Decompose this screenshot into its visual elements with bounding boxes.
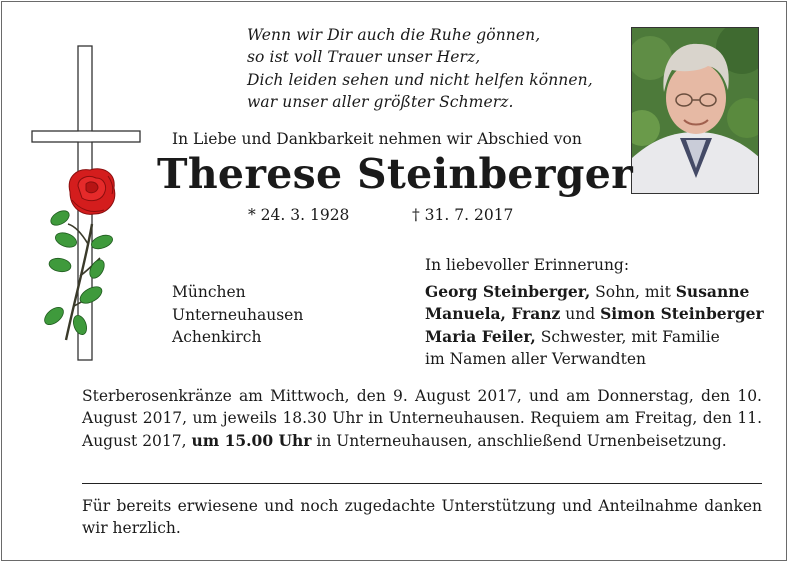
intro-text: In Liebe und Dankbarkeit nehmen wir Abschied von (172, 130, 582, 148)
places-list (172, 281, 303, 349)
poem-line: war unser aller größter Schmerz. (247, 92, 514, 111)
divider (82, 483, 762, 484)
mourner-text: und (560, 305, 601, 323)
mourner-line: im Namen aller Verwandten (425, 350, 646, 368)
thanks-text: Für bereits erwiesene und noch zugedachte Unterstützung und Anteilnahme danken wir herzlich. (82, 497, 762, 538)
mourner-name: Manuela, Franz (425, 304, 561, 323)
mourners-heading: In liebevoller Erinnerung: (425, 256, 630, 274)
mourner-line (425, 281, 764, 304)
mourner-line (425, 303, 764, 326)
funeral-text: in Unterneuhausen, anschließend Urnenbeisetzung. (311, 431, 727, 450)
poem-line: Wenn wir Dir auch die Ruhe gönnen, (247, 26, 541, 44)
mourner-text: Sohn, mit (590, 282, 676, 301)
mourner-name: Simon Steinberger (600, 304, 764, 323)
place: Achenkirch (172, 328, 262, 346)
portrait-photo (631, 27, 759, 194)
birth-date: * 24. 3. 1928 (248, 206, 350, 224)
funeral-text: Sterberosenkränze am Mittwoch, den 9. August 2017, und am Donnerstag, den 10. August 2017, um jeweils 18.30 Uhr in Unterneuhausen. Requiem am Freitag, den 11. August 2017, (82, 387, 762, 450)
poem (247, 24, 627, 113)
mourners (425, 254, 764, 371)
cross-with-rose-icon (30, 44, 150, 364)
funeral-time: um 15.00 Uhr (191, 430, 312, 450)
death-date: † 31. 7. 2017 (412, 206, 514, 224)
poem-line: Dich leiden sehen und nicht helfen können, (247, 70, 593, 89)
funeral-details (82, 385, 762, 452)
mourner-name: Susanne (675, 281, 750, 301)
place: München (172, 283, 246, 301)
deceased-name: Therese Steinberger (157, 150, 633, 198)
mourner-text: Schwester, mit Familie (535, 327, 720, 346)
mourner-name: Maria Feiler, (425, 326, 536, 346)
poem-line: so ist voll Trauer unser Herz, (247, 48, 481, 67)
mourner-line (425, 326, 764, 349)
place: Unterneuhausen (172, 305, 304, 324)
mourner-name: Georg Steinberger, (425, 281, 591, 301)
